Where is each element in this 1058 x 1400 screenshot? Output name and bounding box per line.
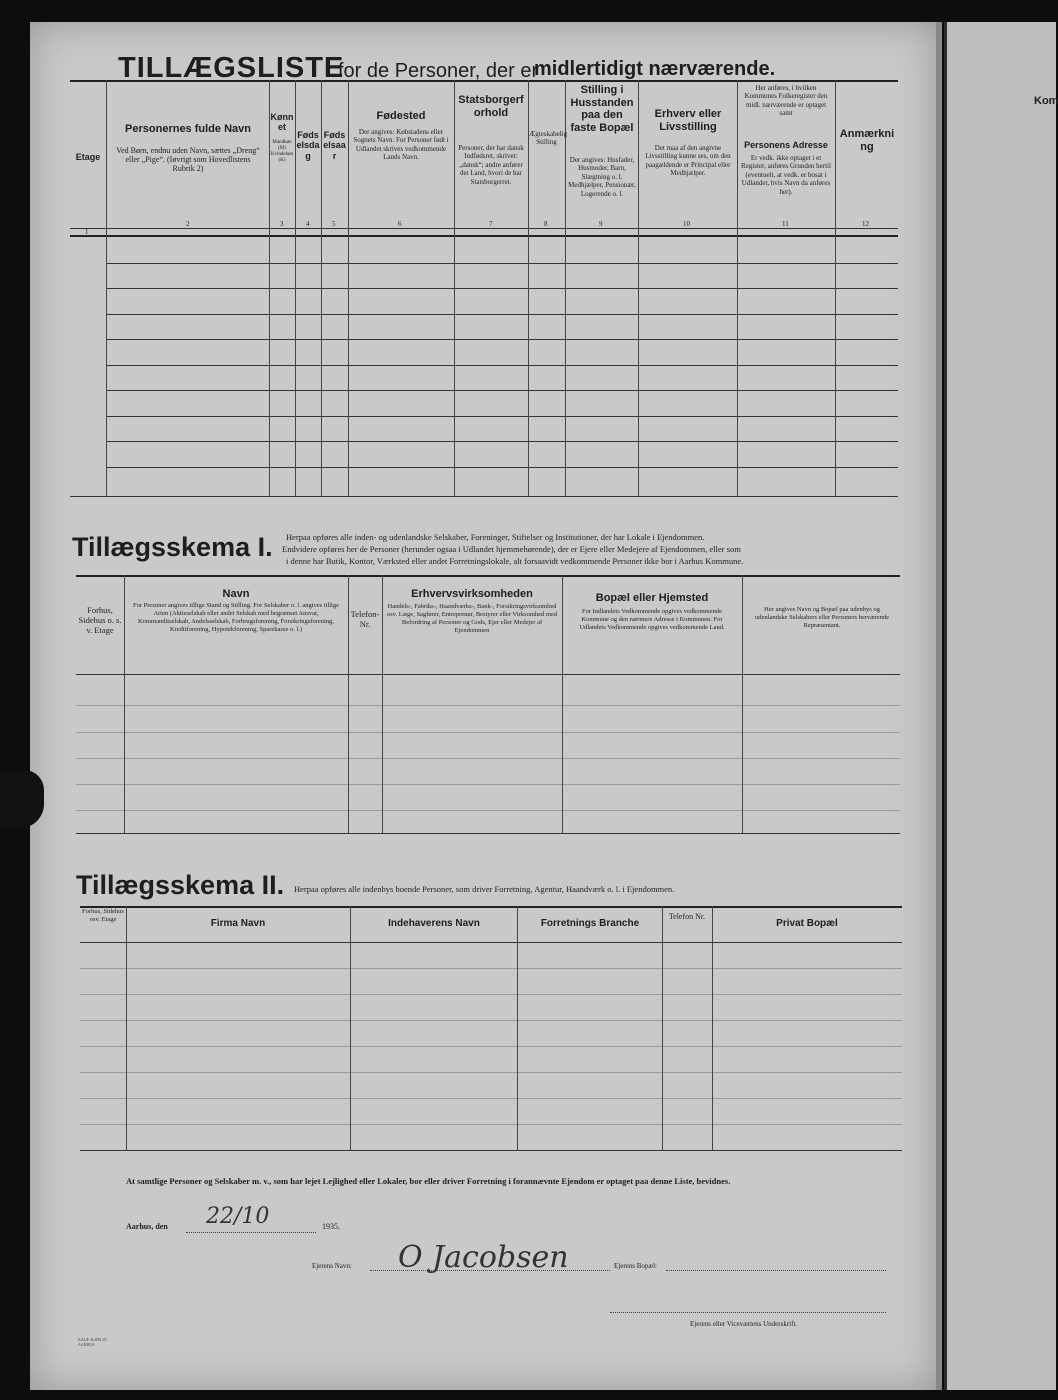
col-number: 8 xyxy=(544,220,548,228)
col-household-note: Der angives: Husfader, Husmoder, Barn, Slægtning o. l. Medhjælper, Pensionær, Logerende o. l. xyxy=(568,156,636,198)
page-spine xyxy=(936,22,942,1390)
col-number: 6 xyxy=(398,220,402,228)
col-birthday-heading: Fødselsdag xyxy=(296,130,320,161)
col-household-heading: Stilling i Husstanden paa den faste Bopæl xyxy=(570,84,634,134)
schema1-title: Tillægsskema I. xyxy=(72,532,273,562)
col-marital-heading: Ægteskabelig Stilling xyxy=(529,130,568,147)
col-address-note-top: Her anføres, i hvilken Kommunes Folkeregister den midl. nærværende er optaget samt xyxy=(744,84,828,118)
date-handwritten: 22/10 xyxy=(206,1204,270,1229)
col-number: 10 xyxy=(683,220,690,228)
col-occupation-note: Det maa af den angivne Livsstilling kunne ses, om den paagældende er Principal eller Medhjælper. xyxy=(645,144,731,178)
col-etage-heading: Etage xyxy=(75,152,101,162)
col-birthplace-heading: Fødested xyxy=(376,110,426,122)
form-page xyxy=(30,22,936,1390)
col-number: 9 xyxy=(599,220,603,228)
col-address-heading: Personens Adresse xyxy=(744,140,828,150)
col-number: 5 xyxy=(332,220,336,228)
col-number: 1 xyxy=(85,228,89,236)
col-occupation-heading: Erhverv eller Livsstilling xyxy=(654,108,722,133)
city-label: Aarhus, den xyxy=(126,1222,168,1231)
col-birthyear-heading: Fødselsaar xyxy=(323,130,346,161)
schema1-col-business-heading: Erhvervsvirksomheden xyxy=(411,588,533,600)
col-birthplace-note: Der angives: Købstadens eller Sognets Navn. For Personer født i Udlandet skrives vedkommende Lands Navn. xyxy=(353,128,449,162)
col-address-note: Er vedk. ikke optaget i et Register, anføres Grunden hertil (eventuelt, at vedk. er bosat i Udlandet, hvis Navn da anføres her). xyxy=(741,154,831,196)
schema1-col-phone: Telefon-Nr. xyxy=(350,609,380,629)
schema1-col-name-note: For Personer angives tillige Stand og Stilling. For Selskaber o. l. angives tillige Arten (Aktieselskab eller andet Selskab med begrænset Ansvar, Kommanditselskab, Andelsselskab, Forbrugsforening, Forsikringsforening, Kreditforening, Hypotekforening, Sparekasse o. l.) xyxy=(133,602,339,634)
schema1-intro-3: i denne har Butik, Kontor, Værksted eller andet Forretningslokale, alt forsaavidt vedkommende Personer ikke bor i Aarhus Kommune. xyxy=(286,556,744,566)
form-title-bold: midlertidigt nærværende. xyxy=(534,58,776,80)
col-citizenship-note: Personer, der har dansk Indfødsret, skriver: „dansk“; andre anfører det Land, hvori de har Statsborgerret. xyxy=(458,144,524,186)
col-sex-note: Mandkøn (M) Kvindekøn (K) xyxy=(270,140,294,163)
page-edge xyxy=(944,22,947,1390)
col-number: 3 xyxy=(280,220,284,228)
schema1-col-floor: Forhus, Sidehus o. s. v. Etage xyxy=(78,605,122,635)
col-number: 7 xyxy=(489,220,493,228)
schema1-col-residence-note: For Indlandets Vedkommende opgives vedkommende Kommune og den nærmere Adresse i Kommunen. For Udlandets Vedkommende opgives vedkommende Land. xyxy=(579,608,725,632)
schema2-col-phone: Telefon Nr. xyxy=(668,912,706,921)
schema2-col-owner: Indehaverens Navn xyxy=(388,918,480,929)
schema1-col-name-heading: Navn xyxy=(222,588,250,600)
col-name-heading: Personernes fulde Navn xyxy=(125,123,251,135)
schema1-col-representative-note: Her angives Navn og Bopæl paa udenbys og udenlandske Selskabers eller Personers herværende Repræsentant. xyxy=(755,606,889,630)
col-number: 4 xyxy=(306,220,310,228)
schema2-title: Tillægsskema II. xyxy=(76,870,285,900)
schema2-intro: Herpaa opføres alle indenbys boende Personer, som driver Forretning, Agentur, Haandværk o. l. i Ejendommen. xyxy=(294,884,675,894)
schema1-intro-2: Endvidere opføres her de Personer (herunder ogsaa i Udlandet hjemmehørende), der er Ejere eller Medejere af Ejendommen, eller som xyxy=(282,544,741,554)
schema2-col-floor: Forhus, Sidehus osv. Etage xyxy=(82,908,124,923)
col-citizenship-heading: Statsborgerforhold xyxy=(458,94,524,119)
schema2-col-private-address: Privat Bopæl xyxy=(776,918,838,929)
col-remarks-heading: Anmærkning xyxy=(839,128,895,153)
adjacent-page xyxy=(944,22,1056,1390)
col-number: 2 xyxy=(186,220,190,228)
signature-line-label: Ejerens eller Viceværtens Underskrift. xyxy=(690,1320,798,1328)
owner-address-label: Ejerens Bopæl: xyxy=(614,1262,657,1270)
schema1-col-residence-heading: Bopæl eller Hjemsted xyxy=(595,592,709,604)
owner-signature: O Jacobsen xyxy=(398,1240,569,1275)
adjacent-page-text: Kom xyxy=(1034,95,1058,107)
col-number: 12 xyxy=(862,220,869,228)
schema1-intro-1: Herpaa opføres alle inden- og udenlandske Selskaber, Foreninger, Stiftelser og Institutioner, der har Lokale i Ejendommen. xyxy=(286,532,705,542)
col-number: 11 xyxy=(782,220,789,228)
col-sex-heading: Kønnet xyxy=(270,112,294,133)
declaration-text: At samtlige Personer og Selskaber m. v., som har lejet Lejlighed eller Lokaler, bor eller driver Forretning i forannævnte Ejendom er optaget paa denne Liste, bevidnes. xyxy=(126,1176,731,1186)
schema1-col-business-note: Handels-, Fabriks-, Haandværks-, Bank-, Forsikringsvirksomhed osv. Læge, Sagfører, Entreprenør, Bestyrer eller Virksomhed med Befordring af Personer og Gods, Ejer eller Medejer af Ejendommen xyxy=(386,603,558,635)
schema2-col-firm: Firma Navn xyxy=(210,918,266,929)
schema2-col-branch: Forretnings Branche xyxy=(540,918,640,929)
binding-tab xyxy=(0,770,44,828)
owner-name-label: Ejerens Navn: xyxy=(312,1262,352,1270)
printer-mark: KAUF. & HELST. AARHUS xyxy=(78,1337,108,1347)
form-title-regular: for de Personer, der er xyxy=(338,60,539,82)
year-label: 1935. xyxy=(322,1222,340,1231)
form-title: TILLÆGSLISTE xyxy=(118,52,345,84)
col-name-note: Ved Børn, endnu uden Navn, sættes „Dreng“ eller „Pige“. (Iøvrigt som Hovedlistens Rubrik 2) xyxy=(116,146,260,174)
